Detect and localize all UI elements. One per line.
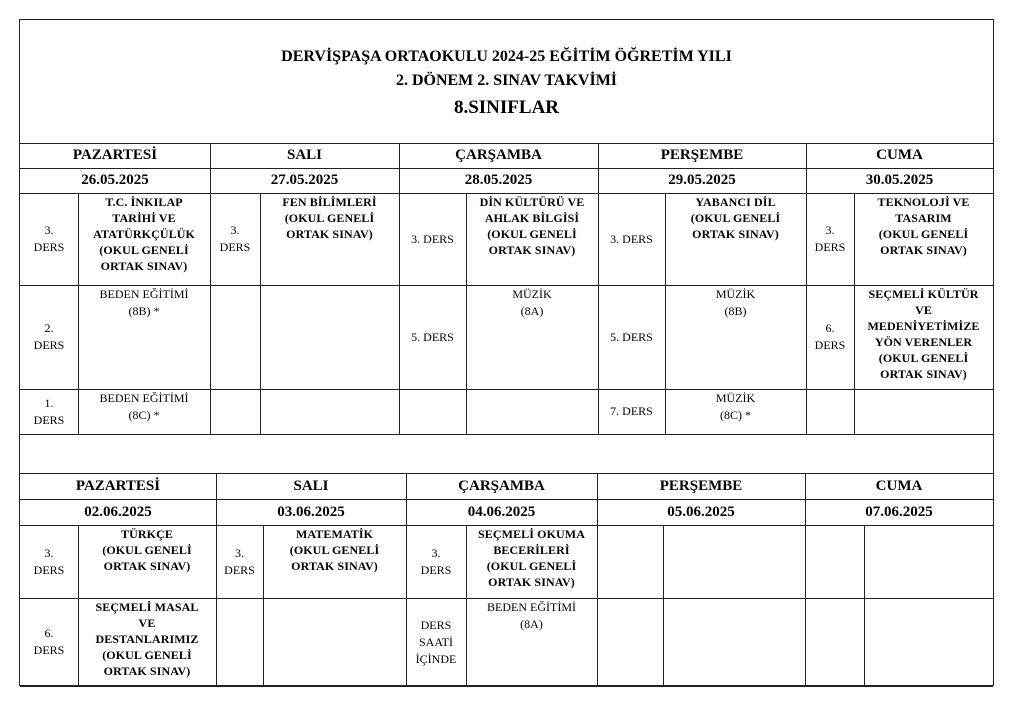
grid-rule: [597, 525, 598, 598]
grid-rule: [406, 598, 407, 686]
calendar-subtitle: 2. DÖNEM 2. SINAV TAKVİMİ: [395, 72, 618, 89]
date-header: 28.05.2025: [464, 172, 533, 188]
grid-rule: [78, 525, 79, 598]
day-header: ÇARŞAMBA: [455, 147, 542, 163]
grid-rule: [263, 598, 264, 686]
exam-subject-cell: [468, 390, 596, 433]
exam-subject-cell: [262, 286, 397, 388]
day-header: SALI: [286, 147, 323, 163]
grid-rule: [260, 389, 261, 434]
grid-rule: [805, 525, 806, 598]
grid-rule: [210, 143, 211, 193]
exam-subject-cell: [866, 526, 991, 597]
grid-rule: [854, 285, 855, 389]
grid-rule: [399, 193, 400, 285]
exam-subject-cell: TEKNOLOJİ VE TASARIM (OKUL GENELİ ORTAK SINAV): [877, 195, 970, 257]
date-header: 03.06.2025: [277, 503, 345, 520]
grid-rule: [260, 193, 261, 285]
grid-rule: [597, 473, 598, 525]
lesson-period-cell: 6. DERS: [814, 321, 846, 352]
grid-rule: [210, 285, 211, 389]
lesson-period-cell: 3. DERS: [219, 223, 251, 254]
day-header: SALI: [293, 477, 329, 494]
lesson-period-cell: 7. DERS: [610, 404, 653, 418]
grid-rule: [665, 193, 666, 285]
grid-rule: [663, 598, 664, 686]
grid-rule: [864, 598, 865, 686]
exam-subject-cell: MÜZİK (8C) *: [715, 391, 756, 422]
date-header: 05.06.2025: [667, 503, 735, 520]
lesson-period-cell: 5. DERS: [610, 329, 653, 344]
lesson-period-cell: DERS SAATİ İÇİNDE: [415, 617, 457, 666]
grid-rule: [864, 525, 865, 598]
grid-rule: [78, 193, 79, 285]
lesson-period-cell: 3. DERS: [420, 545, 452, 577]
lesson-period-cell: [212, 390, 258, 433]
lesson-period-cell: 3. DERS: [610, 231, 653, 246]
exam-subject-cell: DİN KÜLTÜRÜ VE AHLAK BİLGİSİ (OKUL GENELİ ORTAK SINAV): [479, 195, 585, 257]
lesson-period-cell: [401, 390, 464, 433]
grid-rule: [805, 473, 806, 525]
date-header: 29.05.2025: [668, 172, 736, 188]
grid-rule: [663, 525, 664, 598]
lesson-period-cell: [808, 390, 852, 433]
grid-rule: [806, 389, 807, 434]
grade-title: 8.SINIFLAR: [453, 97, 560, 118]
day-header: ÇARŞAMBA: [458, 477, 545, 494]
lesson-period-cell: 3. DERS: [33, 223, 65, 254]
lesson-period-cell: 6. DERS: [33, 626, 65, 657]
grid-rule: [854, 389, 855, 434]
grid-rule: [399, 285, 400, 389]
date-header: 02.06.2025: [84, 503, 152, 520]
exam-subject-cell: SEÇMELİ MASAL VE DESTANLARIMIZ (OKUL GENELİ ORTAK SINAV): [95, 600, 199, 678]
grid-rule: [665, 285, 666, 389]
exam-subject-cell: TÜRKÇE (OKUL GENELİ ORTAK SINAV): [102, 527, 192, 573]
grid-rule: [210, 389, 211, 434]
grid-rule: [466, 525, 467, 598]
grid-rule: [597, 598, 598, 686]
exam-subject-cell: [665, 526, 803, 597]
lesson-period-cell: [599, 526, 661, 597]
exam-subject-cell: BEDEN EĞİTİMİ (8B) *: [99, 287, 189, 318]
grid-rule: [598, 193, 599, 285]
grid-rule: [854, 193, 855, 285]
exam-subject-cell: MÜZİK (8B): [715, 287, 756, 318]
lesson-period-cell: [599, 599, 661, 685]
day-header: PAZARTESİ: [75, 477, 161, 494]
grid-rule: [216, 473, 217, 525]
exam-subject-cell: [265, 599, 404, 685]
grid-rule: [598, 285, 599, 389]
date-header: 04.06.2025: [467, 503, 536, 520]
lesson-period-cell: 3. DERS: [224, 545, 255, 577]
exam-subject-cell: YABANCI DİL (OKUL GENELİ ORTAK SINAV): [690, 195, 781, 241]
exam-subject-cell: SEÇMELİ OKUMA BECERİLERİ (OKUL GENELİ ORTAK SINAV): [478, 527, 585, 589]
grid-rule: [263, 525, 264, 598]
exam-subject-cell: MÜZİK (8A): [512, 287, 552, 318]
grid-rule: [260, 285, 261, 389]
lesson-period-cell: 3. DERS: [411, 231, 454, 246]
grid-rule: [210, 193, 211, 285]
grid-rule: [216, 598, 217, 686]
grid-rule: [806, 143, 807, 193]
exam-subject-cell: MATEMATİK (OKUL GENELİ ORTAK SINAV): [289, 527, 380, 573]
grid-rule: [406, 473, 407, 525]
date-header: 26.05.2025: [81, 172, 149, 188]
grid-rule: [806, 193, 807, 285]
grid-rule: [466, 598, 467, 686]
lesson-period-cell: 2. DERS: [33, 321, 65, 352]
grid-rule: [466, 389, 467, 434]
day-header: PERŞEMBE: [659, 477, 743, 494]
grid-rule: [78, 285, 79, 389]
grid-rule: [466, 285, 467, 389]
grid-rule: [20, 686, 993, 687]
grid-rule: [216, 525, 217, 598]
date-header: 27.05.2025: [270, 172, 339, 188]
lesson-period-cell: 5. DERS: [411, 329, 454, 344]
grid-rule: [399, 389, 400, 434]
exam-calendar-sheet: [19, 19, 994, 686]
exam-subject-cell: SEÇMELİ KÜLTÜR VE MEDENİYETİMİZE YÖN VERENLER (OKUL GENELİ ORTAK SINAV): [867, 287, 980, 381]
exam-subject-cell: BEDEN EĞİTİMİ (8C) *: [99, 391, 189, 422]
grid-rule: [78, 598, 79, 686]
exam-subject-cell: [665, 599, 803, 685]
exam-subject-cell: T.C. İNKILAP TARİHİ VE ATATÜRKÇÜLÜK (OKUL GENELİ ORTAK SINAV): [93, 195, 195, 273]
lesson-period-cell: [218, 599, 261, 685]
grid-rule: [78, 389, 79, 434]
exam-subject-cell: [866, 599, 991, 685]
day-header: PERŞEMBE: [660, 147, 744, 163]
day-header: CUMA: [876, 147, 923, 163]
exam-subject-cell: [262, 390, 397, 433]
grid-rule: [406, 525, 407, 598]
grid-rule: [598, 143, 599, 193]
grid-rule: [805, 598, 806, 686]
date-header: 30.05.2025: [865, 172, 934, 188]
exam-subject-cell: BEDEN EĞİTİMİ (8A): [487, 600, 576, 631]
grid-rule: [598, 389, 599, 434]
grid-rule: [466, 193, 467, 285]
date-header: 07.06.2025: [865, 503, 933, 520]
lesson-period-cell: 3. DERS: [814, 223, 846, 254]
exam-subject-cell: FEN BİLİMLERİ (OKUL GENELİ ORTAK SINAV): [282, 195, 377, 241]
lesson-period-cell: 3. DERS: [33, 545, 65, 577]
grid-rule: [20, 434, 993, 435]
day-header: CUMA: [875, 477, 923, 494]
lesson-period-cell: [212, 286, 258, 388]
school-title: DERVİŞPAŞA ORTAOKULU 2024-25 EĞİTİM ÖĞRETİM YILI: [281, 48, 732, 65]
grid-rule: [399, 143, 400, 193]
grid-rule: [665, 389, 666, 434]
grid-rule: [806, 285, 807, 389]
exam-subject-cell: [856, 390, 991, 433]
lesson-period-cell: [807, 599, 862, 685]
lesson-period-cell: [807, 526, 862, 597]
day-header: PAZARTESİ: [72, 147, 158, 163]
lesson-period-cell: 1. DERS: [33, 395, 65, 427]
